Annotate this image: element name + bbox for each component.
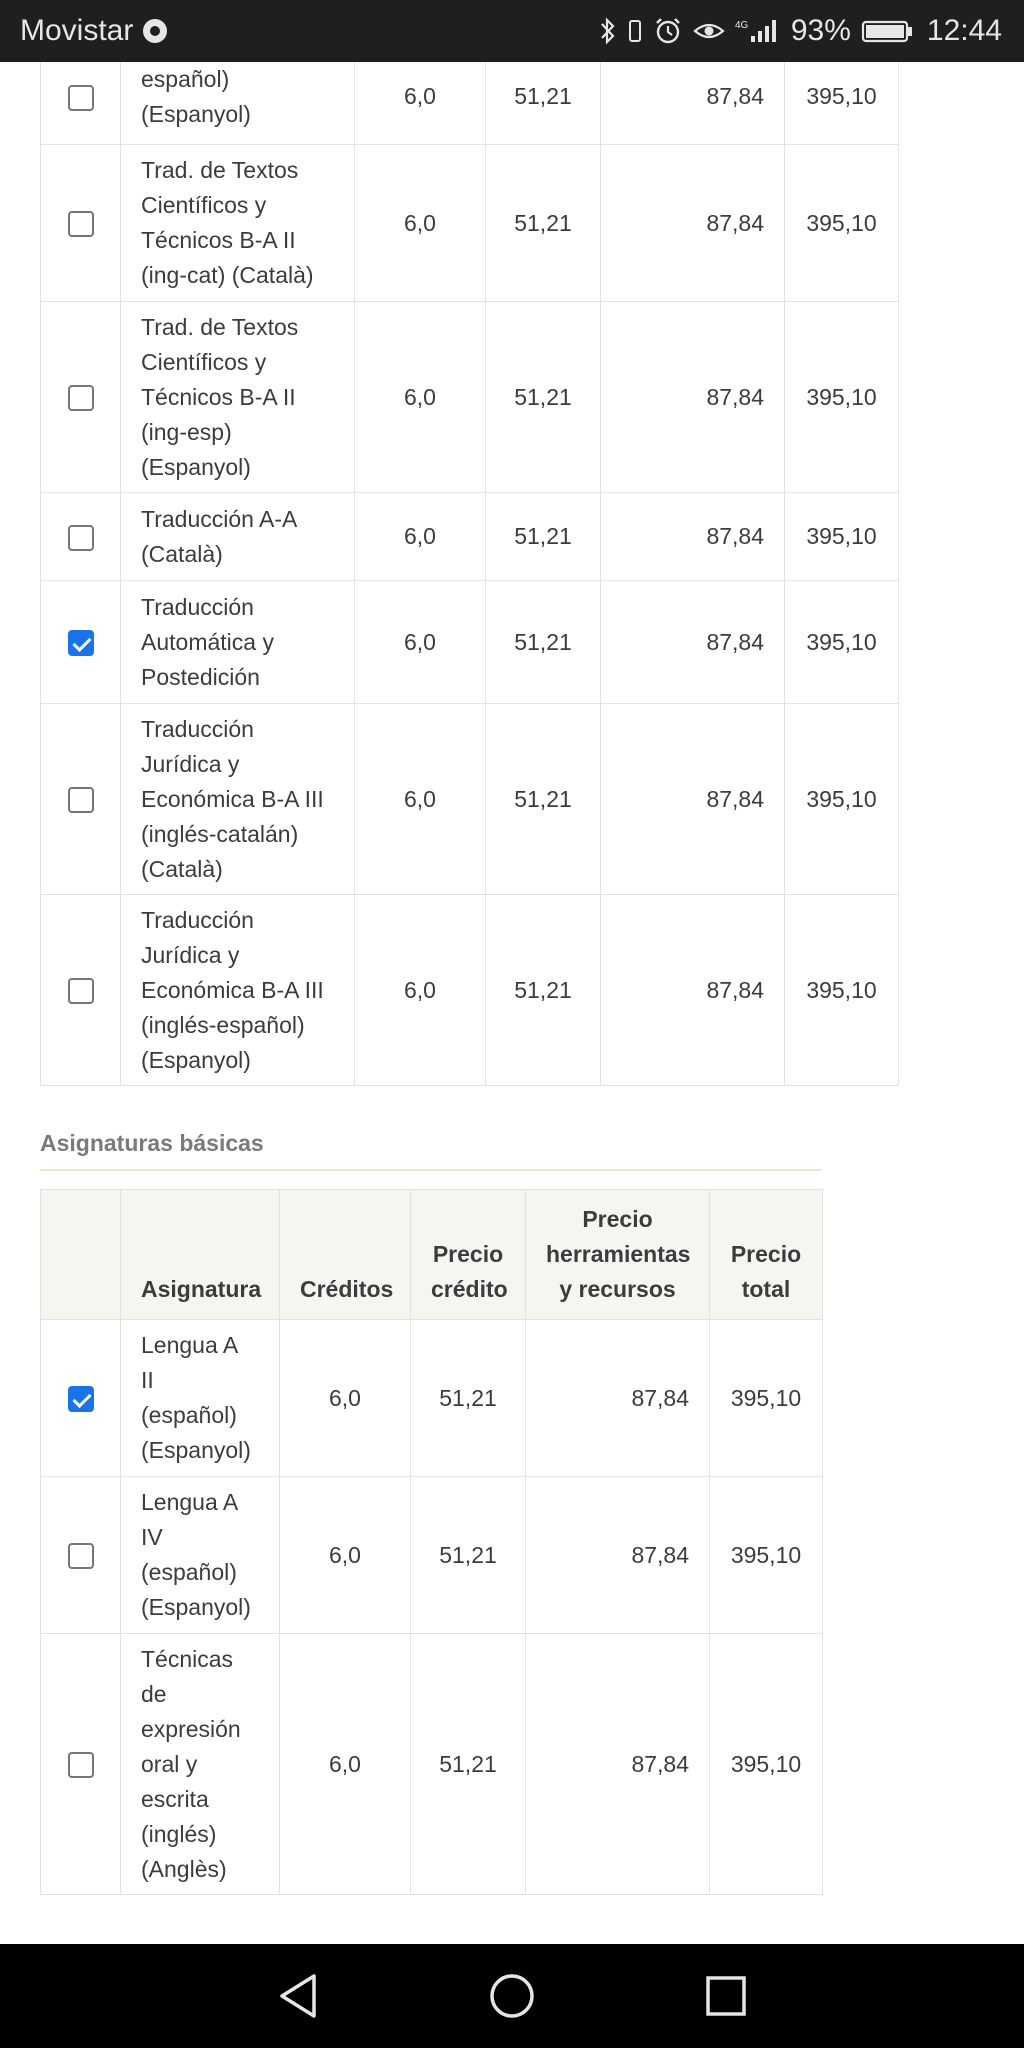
subject-name-line: Científicos y: [141, 192, 267, 218]
credit-price-cell: 51,21: [486, 581, 601, 704]
subject-name: [121, 145, 355, 302]
subject-name-line: Lengua A: [141, 1489, 239, 1515]
subject-checkbox[interactable]: [68, 1543, 94, 1569]
row-select-cell: [41, 581, 121, 704]
subject-name: [121, 493, 355, 581]
subject-name-line: Traducción: [141, 715, 254, 742]
total-price-cell: 395,10: [785, 49, 899, 145]
subject-name-line: Traducción: [141, 593, 254, 620]
subject-name-line: (Català): [141, 855, 223, 882]
tools-price-cell: 87,84: [601, 49, 785, 145]
subject-name-line: Trad. de Textos: [141, 313, 299, 340]
subject-name-line: Lengua A: [141, 1332, 239, 1358]
subject-name: [121, 1634, 280, 1895]
subject-name-line: (español): [141, 1402, 237, 1428]
credits-cell: 6,0: [355, 145, 486, 302]
table-header-row: [41, 1190, 823, 1320]
subject-name-line: de: [141, 1680, 167, 1707]
header-credits: Créditos: [280, 1190, 411, 1320]
status-right: [599, 0, 1002, 62]
total-price-cell: 395,10: [785, 895, 899, 1086]
credits-cell: 6,0: [355, 302, 486, 493]
row-select-cell: [41, 1477, 121, 1634]
subject-checkbox[interactable]: [68, 211, 94, 237]
navigation-bar: [0, 1944, 1024, 2048]
credits-cell: 6,0: [355, 895, 486, 1086]
subject-name-line: (Espanyol): [141, 1046, 251, 1073]
credits-cell: 6,0: [355, 581, 486, 704]
total-price-cell: 395,10: [710, 1320, 823, 1477]
subject-name-line: (inglés): [141, 1820, 217, 1847]
credit-price-cell: 51,21: [411, 1477, 526, 1634]
credits-cell: 6,0: [280, 1477, 411, 1634]
vibrate-icon: [627, 16, 643, 46]
bluetooth-icon: [599, 16, 617, 46]
home-circle-icon[interactable]: [485, 1969, 539, 2023]
subject-name-line: (inglés-catalán): [141, 820, 299, 847]
credits-cell: 6,0: [355, 493, 486, 581]
subject-name-line: Traducción: [141, 906, 254, 933]
subject-name-line: Técnicos B-A II: [141, 227, 296, 253]
battery-percent: 93%: [790, 14, 851, 47]
subject-name-line: Económica B-A III: [141, 785, 324, 812]
row-select-cell: [41, 49, 121, 145]
credits-cell: 6,0: [280, 1320, 411, 1477]
subject-name-line: (español): [141, 1559, 237, 1585]
subject-checkbox[interactable]: [68, 525, 94, 551]
subject-name-line: (Espanyol): [141, 1437, 251, 1463]
eye-comfort-icon: [693, 16, 725, 46]
subject-name: [121, 1320, 280, 1477]
tools-price-cell: 87,84: [526, 1634, 710, 1895]
basic-subjects-table: [40, 1189, 823, 1895]
back-triangle-icon[interactable]: [271, 1969, 325, 2023]
subject-name-line: (ing-esp): [141, 418, 232, 445]
basic-subjects-body: [41, 1320, 823, 1895]
header-total-price: Precio total: [710, 1190, 823, 1320]
subject-name: [121, 704, 355, 895]
total-price-cell: 395,10: [710, 1634, 823, 1895]
subject-name-line: Traducción A-A: [141, 505, 298, 532]
subject-name-line: Automática y: [141, 628, 274, 655]
subject-name-line: (Espanyol): [141, 1594, 251, 1620]
carrier-name: Movistar: [20, 14, 134, 47]
network-type-label: 4G: [734, 20, 749, 31]
row-select-cell: [41, 1634, 121, 1895]
credit-price-cell: 51,21: [486, 49, 601, 145]
subject-name-line: Científicos y: [141, 348, 267, 375]
table-row: [41, 302, 899, 493]
tools-price-cell: 87,84: [601, 581, 785, 704]
subject-name-line: oral y: [141, 1750, 198, 1777]
subject-name-line: Postedición: [141, 663, 260, 690]
row-select-cell: [41, 493, 121, 581]
table-row: [41, 1634, 823, 1895]
subject-name-line: (Català): [141, 540, 223, 567]
credit-price-cell: 51,21: [486, 302, 601, 493]
table-row: [41, 145, 899, 302]
subject-name-line: Técnicas: [141, 1645, 234, 1672]
subject-name: [121, 1477, 280, 1634]
table-row: [41, 704, 899, 895]
recents-square-icon[interactable]: [699, 1969, 753, 2023]
credit-price-cell: 51,21: [486, 704, 601, 895]
subject-name-line: Jurídica y: [141, 941, 240, 968]
subject-checkbox[interactable]: [68, 1386, 94, 1412]
total-price-cell: 395,10: [785, 145, 899, 302]
table-row: [41, 1320, 823, 1477]
credit-price-cell: 51,21: [486, 895, 601, 1086]
table-row: [41, 493, 899, 581]
header-select: [41, 1190, 121, 1320]
row-select-cell: [41, 145, 121, 302]
section-heading-basic: Asignaturas básicas: [40, 1130, 822, 1171]
tools-price-cell: 87,84: [601, 302, 785, 493]
total-price-cell: 395,10: [785, 493, 899, 581]
credits-cell: 6,0: [355, 49, 486, 145]
alarm-clock-icon: [653, 16, 683, 46]
subject-name: [121, 895, 355, 1086]
subject-checkbox[interactable]: [68, 1752, 94, 1778]
subject-name: [121, 302, 355, 493]
credit-price-cell: 51,21: [486, 493, 601, 581]
header-subject: Asignatura: [121, 1190, 280, 1320]
total-price-cell: 395,10: [785, 581, 899, 704]
total-price-cell: 395,10: [710, 1477, 823, 1634]
subject-checkbox[interactable]: [68, 630, 94, 656]
status-left: [20, 0, 167, 62]
carrier-logo-icon: [143, 19, 167, 43]
table-row: [41, 49, 899, 145]
total-price-cell: 395,10: [785, 704, 899, 895]
subject-name-line: (Espanyol): [141, 453, 251, 480]
row-select-cell: [41, 704, 121, 895]
subject-name-line: (ing-cat) (Català): [141, 262, 314, 288]
subject-name-line: escrita: [141, 1785, 209, 1812]
subject-name-line: Jurídica y: [141, 750, 240, 777]
row-select-cell: [41, 895, 121, 1086]
tools-price-cell: 87,84: [601, 493, 785, 581]
total-price-cell: 395,10: [785, 302, 899, 493]
battery-icon: [861, 16, 913, 46]
credit-price-cell: 51,21: [486, 145, 601, 302]
optional-subjects-body: [41, 49, 899, 1086]
subject-name: [121, 581, 355, 704]
credit-price-cell: 51,21: [411, 1634, 526, 1895]
subject-name-line: (Anglès): [141, 1855, 227, 1882]
credit-price-cell: 51,21: [411, 1320, 526, 1477]
clock: 12:44: [926, 14, 1002, 47]
subject-name-line: Económica B-A III: [141, 976, 324, 1003]
subject-name-line: Técnicos B-A II: [141, 383, 296, 410]
credits-cell: 6,0: [280, 1634, 411, 1895]
subject-name-line: IV: [141, 1524, 163, 1550]
subject-name-line: (inglés-español): [141, 1011, 305, 1038]
subject-checkbox[interactable]: [68, 787, 94, 813]
table-row: [41, 581, 899, 704]
tools-price-cell: 87,84: [526, 1320, 710, 1477]
table-row: [41, 895, 899, 1086]
optional-subjects-table: [40, 48, 899, 1086]
signal-4g-icon: [735, 16, 781, 46]
tools-price-cell: 87,84: [601, 704, 785, 895]
tools-price-cell: 87,84: [601, 895, 785, 1086]
tools-price-cell: 87,84: [526, 1477, 710, 1634]
subject-name-line: II: [141, 1367, 154, 1393]
header-tools-price: Precio herramientas y recursos: [526, 1190, 710, 1320]
table-row: [41, 1477, 823, 1634]
subject-checkbox[interactable]: [68, 85, 94, 111]
status-bar: [0, 0, 1024, 62]
tools-price-cell: 87,84: [601, 145, 785, 302]
subject-checkbox[interactable]: [68, 978, 94, 1004]
subject-name: [121, 49, 355, 145]
row-select-cell: [41, 1320, 121, 1477]
subject-name-line: (Espanyol): [141, 100, 251, 127]
row-select-cell: [41, 302, 121, 493]
credits-cell: 6,0: [355, 704, 486, 895]
subject-name-line: expresión: [141, 1715, 241, 1742]
header-credit-price: Precio crédito: [411, 1190, 526, 1320]
subject-name-line: español): [141, 65, 230, 92]
subject-name-line: Trad. de Textos: [141, 157, 299, 183]
subject-checkbox[interactable]: [68, 385, 94, 411]
